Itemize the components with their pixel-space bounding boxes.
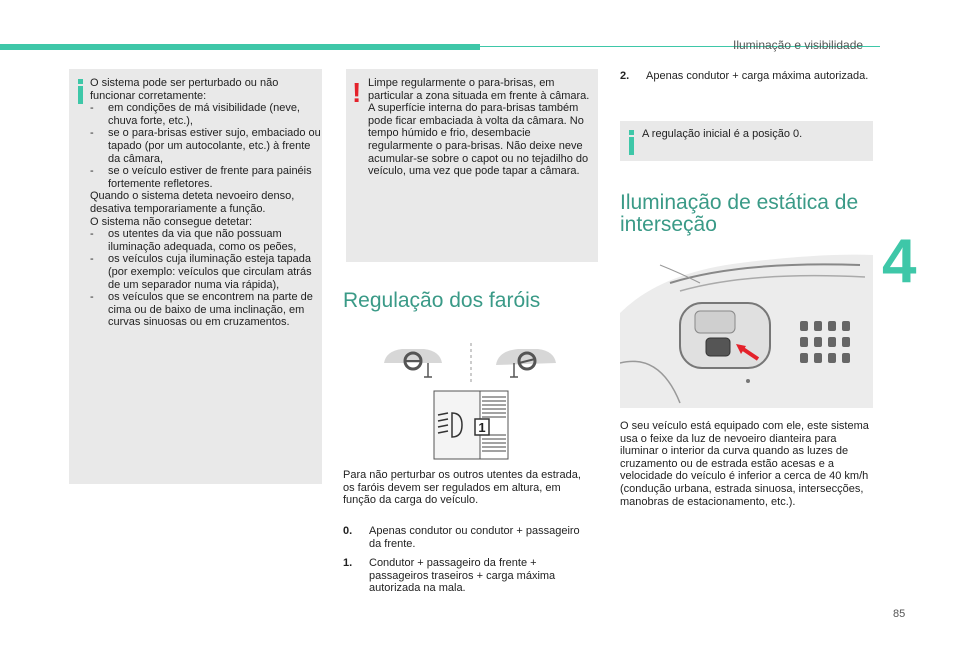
car-level-icon	[384, 349, 442, 377]
warning-paragraph-2: A superfície interna do para-brisas também pode ficar embaciada à volta da câmara. No tempo húmido e frio, desembacie regularmente o para-brisas. Não deixe neve acumular-se sobre o capot ou no tejadilho do veículo, uma vez que pode tapar a câmara.	[368, 102, 589, 178]
info-middle: Quando o sistema deteta nevoeiro denso, desativa temporariamente a função.	[90, 190, 295, 215]
header-accent-bar	[0, 44, 480, 50]
list-item: 2. Apenas condutor + carga máxima autorizada.	[620, 70, 869, 82]
cornering-light-body: O seu veículo está equipado com ele, este sistema usa o feixe da luz de nevoeiro dianteira para iluminar o interior da curva quando as luzes de cruzamento ou de estrada estão acesas e a velocidade do veículo é inferior a cerca de 40 km/h (condução urbana, estrada sinuosa, intersecções, manobras de estacionamento, etc.).	[620, 420, 869, 508]
warning-text	[368, 77, 590, 178]
headlamp-dial	[434, 391, 508, 459]
headlamp-positions-list	[343, 525, 583, 595]
cornering-light-heading: Iluminação de estática de interseção	[620, 191, 859, 236]
warning-box-windscreen	[346, 69, 598, 262]
section-title: Iluminação e visibilidade	[733, 38, 864, 52]
car-loaded-icon	[496, 349, 556, 377]
info-box-1-text	[90, 77, 322, 329]
info-middle-2: O sistema não consegue detetar:	[90, 215, 253, 228]
info-icon	[629, 137, 634, 155]
chapter-number: 4	[882, 227, 917, 296]
list-item: - em condições de má visibilidade (neve, chuva forte, etc.),	[90, 102, 300, 127]
info-box-2-text: A regulação inicial é a posição 0.	[642, 128, 803, 140]
list-item: 1. Condutor + passageiro da frente + passageiros traseiros + carga máxima autorizada na mala.	[343, 557, 556, 595]
fog-lamp-photo	[620, 243, 873, 408]
info-box-system-limits	[69, 69, 322, 484]
page-number: 85	[893, 608, 906, 620]
warning-paragraph-1: Limpe regularmente o para-brisas, em particular a zona situada em frente à câmara.	[368, 77, 590, 102]
list-item: - os veículos que se encontrem na parte de cima ou de baixo de uma inclinação, em curvas sinuosas ou em cruzamentos.	[90, 291, 313, 329]
headlamp-adjustment-illustration	[380, 339, 562, 461]
headlamp-intro: Para não perturbar os outros utentes da estrada, os faróis devem ser regulados em altura, em função da carga do veículo.	[343, 469, 581, 507]
list-item: 0. Apenas condutor ou condutor + passageiro da frente.	[343, 525, 580, 550]
headlamp-positions-list-cont	[620, 70, 870, 83]
list-item: - os veículos cuja iluminação esteja tapada (por exemplo: veículos que circulam atrás de um separador numa via rápida),	[90, 253, 312, 291]
list-item: - se o veículo estiver de frente para painéis fortemente refletores.	[90, 165, 312, 190]
list-item: - se o para-brisas estiver sujo, embaciado ou tapado (por um autocolante, etc.) à frente da câmara,	[90, 127, 321, 165]
info-box-initial-setting	[620, 121, 873, 161]
dial-position-value: 1	[478, 420, 486, 435]
info-intro: O sistema pode ser perturbado ou não funcionar corretamente:	[90, 77, 279, 102]
info-icon	[78, 86, 83, 104]
warning-icon: !	[352, 77, 362, 108]
headlamp-adjustment-heading: Regulação dos faróis	[343, 289, 541, 312]
list-item: - os utentes da via que não possuam iluminação adequada, como os peões,	[90, 228, 297, 253]
